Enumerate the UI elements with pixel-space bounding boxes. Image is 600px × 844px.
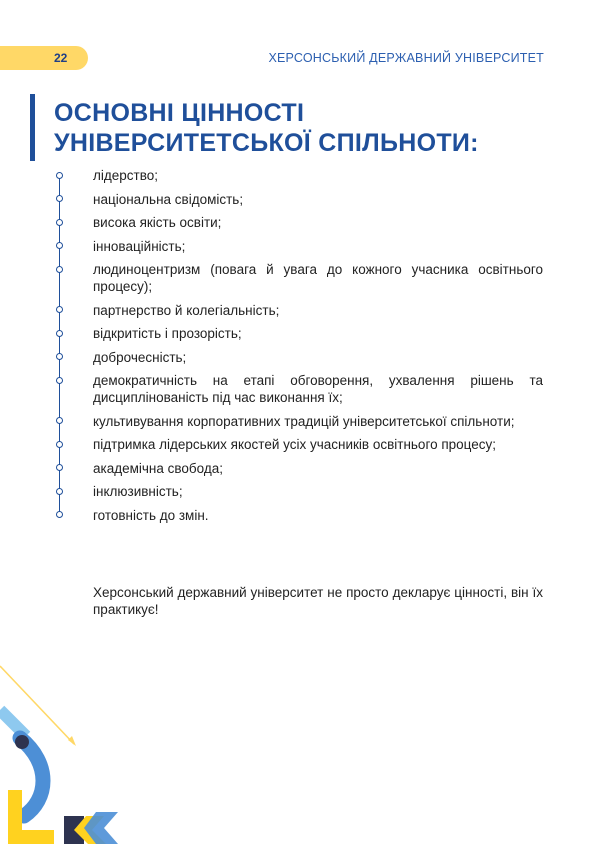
yellow-arrow-line: [0, 666, 74, 744]
section-title-line-1: ОСНОВНІ ЦІННОСТІ: [54, 99, 305, 127]
navy-dot: [15, 735, 29, 749]
header-title: ХЕРСОНСЬКИЙ ДЕРЖАВНИЙ УНІВЕРСИТЕТ: [268, 51, 544, 65]
timeline-dot: [56, 195, 63, 202]
timeline-dot: [56, 219, 63, 226]
value-item: людиноцентризм (повага й увага до кожного учасника освітнього процесу);: [93, 262, 543, 294]
value-item: лідерство;: [93, 168, 158, 183]
timeline-dot: [56, 488, 63, 495]
value-item: готовність до змін.: [93, 507, 209, 523]
closing-statement: Херсонський державний університет не просто декларує цінності, він їх практикує!: [93, 585, 543, 617]
timeline-dot: [56, 242, 63, 249]
timeline-dot: [56, 330, 63, 337]
timeline-dot: [56, 377, 63, 384]
value-item: інноваційність;: [93, 238, 186, 254]
decorative-graphic: [0, 640, 130, 844]
title-accent-bar: [30, 94, 35, 161]
timeline-dot: [56, 266, 63, 273]
timeline-dot: [56, 417, 63, 424]
timeline-dot: [56, 441, 63, 448]
timeline-dot: [56, 511, 63, 518]
value-item: культивування корпоративних традицій університетської спільноти;: [93, 413, 515, 429]
value-item: інклюзивність;: [93, 484, 183, 499]
value-item: підтримка лідерських якостей усіх учасників освітнього процесу;: [93, 437, 496, 452]
value-item: висока якість освіти;: [93, 215, 222, 230]
timeline-dot: [56, 306, 63, 313]
blue-curve: [20, 738, 43, 816]
yellow-arrow-head: [68, 736, 76, 746]
value-item: доброчесність;: [93, 349, 187, 365]
timeline-dot: [56, 172, 63, 179]
value-item: академічна свобода;: [93, 460, 223, 476]
timeline-dot: [56, 464, 63, 471]
page-number-tab: [0, 46, 88, 70]
page-number: 22: [54, 51, 68, 65]
value-item: відкритість і прозорість;: [93, 326, 242, 341]
section-title-line-2: УНІВЕРСИТЕТСЬКОЇ СПІЛЬНОТИ:: [54, 129, 479, 157]
timeline-dot: [56, 353, 63, 360]
section-title: [54, 98, 479, 158]
value-item: національна свідомість;: [93, 191, 244, 207]
value-item: демократичність на етапі обговорення, ухвалення рішень та дисциплінованість під час виконання їх;: [93, 373, 543, 405]
values-list: [93, 167, 543, 530]
value-item: партнерство й колегіальність;: [93, 302, 280, 318]
